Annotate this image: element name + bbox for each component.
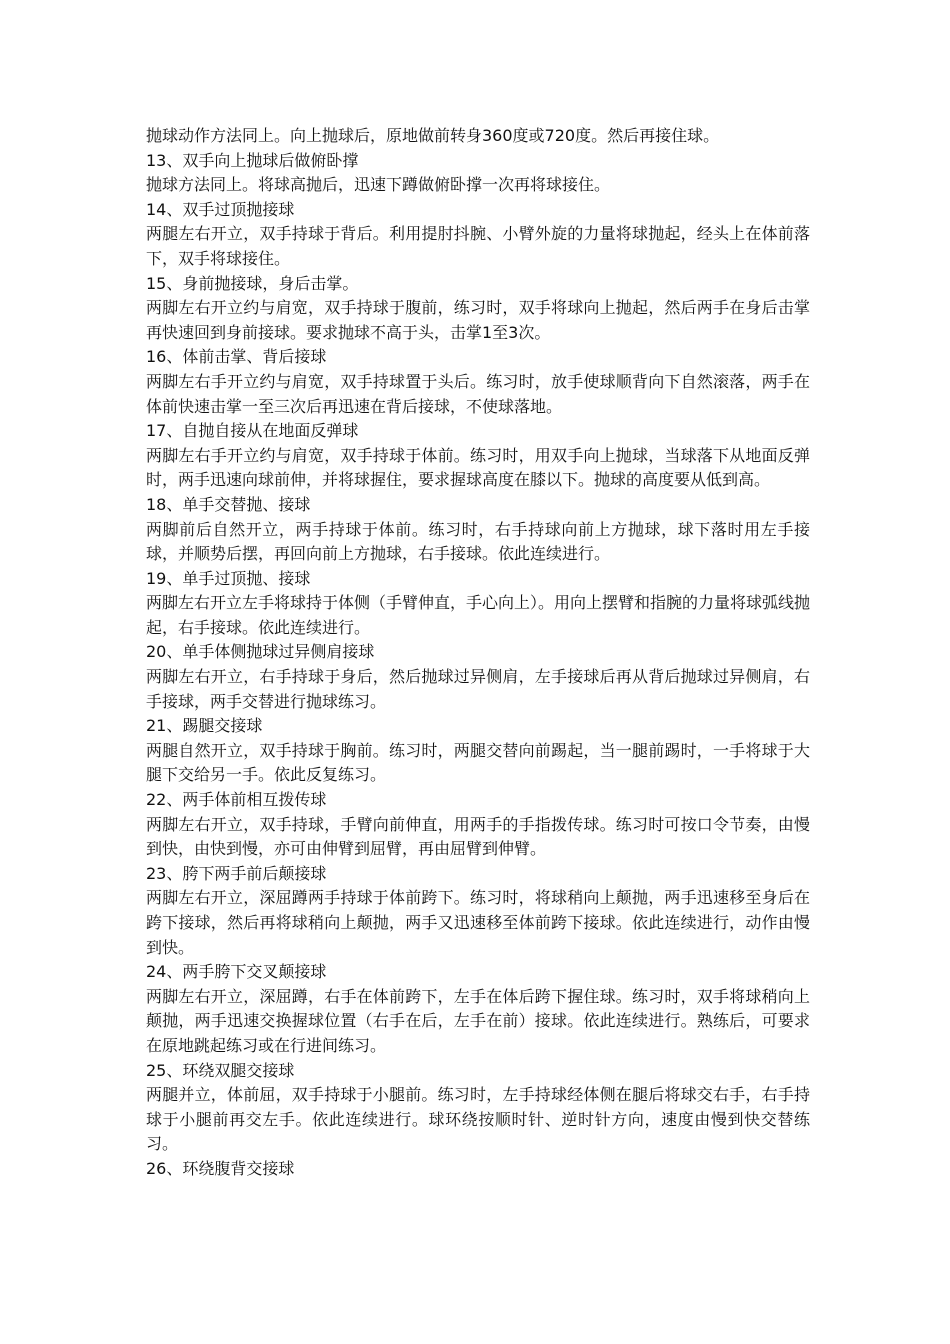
exercise-heading: 16、体前击掌、背后接球 [146, 347, 327, 367]
exercise-description: 两腿自然开立，双手持球于胸前。练习时，两腿交替向前踢起，当一腿前踢时，一手将球于大腿下交给另一手。依此反复练习。 [146, 740, 810, 785]
exercise-heading: 18、单手交替抛、接球 [146, 494, 311, 514]
exercise-heading: 25、环绕双腿交接球 [146, 1060, 295, 1080]
exercise-description: 两腿并立，体前屈，双手持球于小腿前。练习时，左手持球经体侧在腿后将球交右手，右手持球于小腿前再交左手。依此连续进行。球环绕按顺时针、逆时针方向，速度由慢到快交替练习。 [146, 1085, 810, 1154]
exercise-heading: 14、双手过顶抛接球 [146, 199, 295, 219]
exercise-description: 两脚左右开立约与肩宽，双手持球于腹前，练习时，双手将球向上抛起，然后两手在身后击掌再快速回到身前接球。要求抛球不高于头，击掌1至3次。 [146, 298, 810, 342]
exercise-description: 两脚左右开立，右手持球于身后，然后抛球过异侧肩，左手接球后再从背后抛球过异侧肩，右手接球，两手交替进行抛球练习。 [146, 667, 810, 711]
exercise-description: 两脚前后自然开立，两手持球于体前。练习时，右手持球向前上方抛球，球下落时用左手接球，并顺势后摆，再回向前上方抛球，右手接球。依此连续进行。 [146, 519, 810, 564]
exercise-description: 抛球方法同上。将球高抛后，迅速下蹲做俯卧撑一次再将球接住。 [146, 175, 611, 195]
exercise-heading: 15、身前抛接球，身后击掌。 [146, 273, 359, 293]
exercise-description: 两脚左右开立，深屈蹲，右手在体前跨下，左手在体后跨下握住球。练习时，双手将球稍向上颠抛，两手迅速交换握球位置（右手在后，左手在前）接球。依此连续进行。熟练后，可要求在原地跳起练习或在行进间练习。 [146, 986, 810, 1055]
exercise-heading: 24、两手胯下交叉颠接球 [146, 962, 327, 982]
exercise-list [146, 149, 810, 1182]
exercise-heading: 22、两手体前相互拨传球 [146, 790, 327, 810]
exercise-description: 两腿左右开立，双手持球于背后。利用提肘抖腕、小臂外旋的力量将球抛起，经头上在体前落下，双手将球接住。 [146, 224, 810, 268]
exercise-description: 两脚左右手开立约与肩宽，双手持球置于头后。练习时，放手使球顺背向下自然滚落，两手在体前快速击掌一至三次后再迅速在背后接球，不使球落地。 [146, 371, 810, 416]
exercise-description: 两脚左右开立，深屈蹲两手持球于体前跨下。练习时，将球稍向上颠抛，两手迅速移至身后在跨下接球，然后再将球稍向上颠抛，两手又迅速移至体前跨下接球。依此连续进行，动作由慢到快。 [146, 888, 810, 957]
exercise-description: 两脚左右手开立约与肩宽，双手持球于体前。练习时，用双手向上抛球，当球落下从地面反弹时，两手迅速向球前伸，并将球握住，要求握球高度在膝以下。抛球的高度要从低到高。 [146, 445, 810, 490]
exercise-heading: 23、胯下两手前后颠接球 [146, 863, 327, 883]
document-body [146, 124, 810, 1182]
intro-paragraph: 抛球动作方法同上。向上抛球后，原地做前转身360度或720度。然后再接住球。 [146, 126, 720, 145]
exercise-description: 两脚左右开立，双手持球，手臂向前伸直，用两手的手指拨传球。练习时可按口令节奏，由慢到快，由快到慢，亦可由伸臂到屈臂，再由屈臂到伸臂。 [146, 814, 810, 859]
exercise-heading: 17、自抛自接从在地面反弹球 [146, 421, 359, 441]
exercise-description: 两脚左右开立左手将球持于体侧（手臂伸直，手心向上）。用向上摆臂和指腕的力量将球弧线抛起，右手接球。依此连续进行。 [146, 593, 811, 637]
exercise-heading: 13、双手向上抛球后做俯卧撑 [146, 150, 359, 170]
exercise-heading: 26、环绕腹背交接球 [146, 1158, 295, 1178]
exercise-heading: 20、单手体侧抛球过异侧肩接球 [146, 642, 375, 662]
exercise-heading: 19、单手过顶抛、接球 [146, 568, 311, 588]
exercise-heading: 21、踢腿交接球 [146, 716, 263, 736]
